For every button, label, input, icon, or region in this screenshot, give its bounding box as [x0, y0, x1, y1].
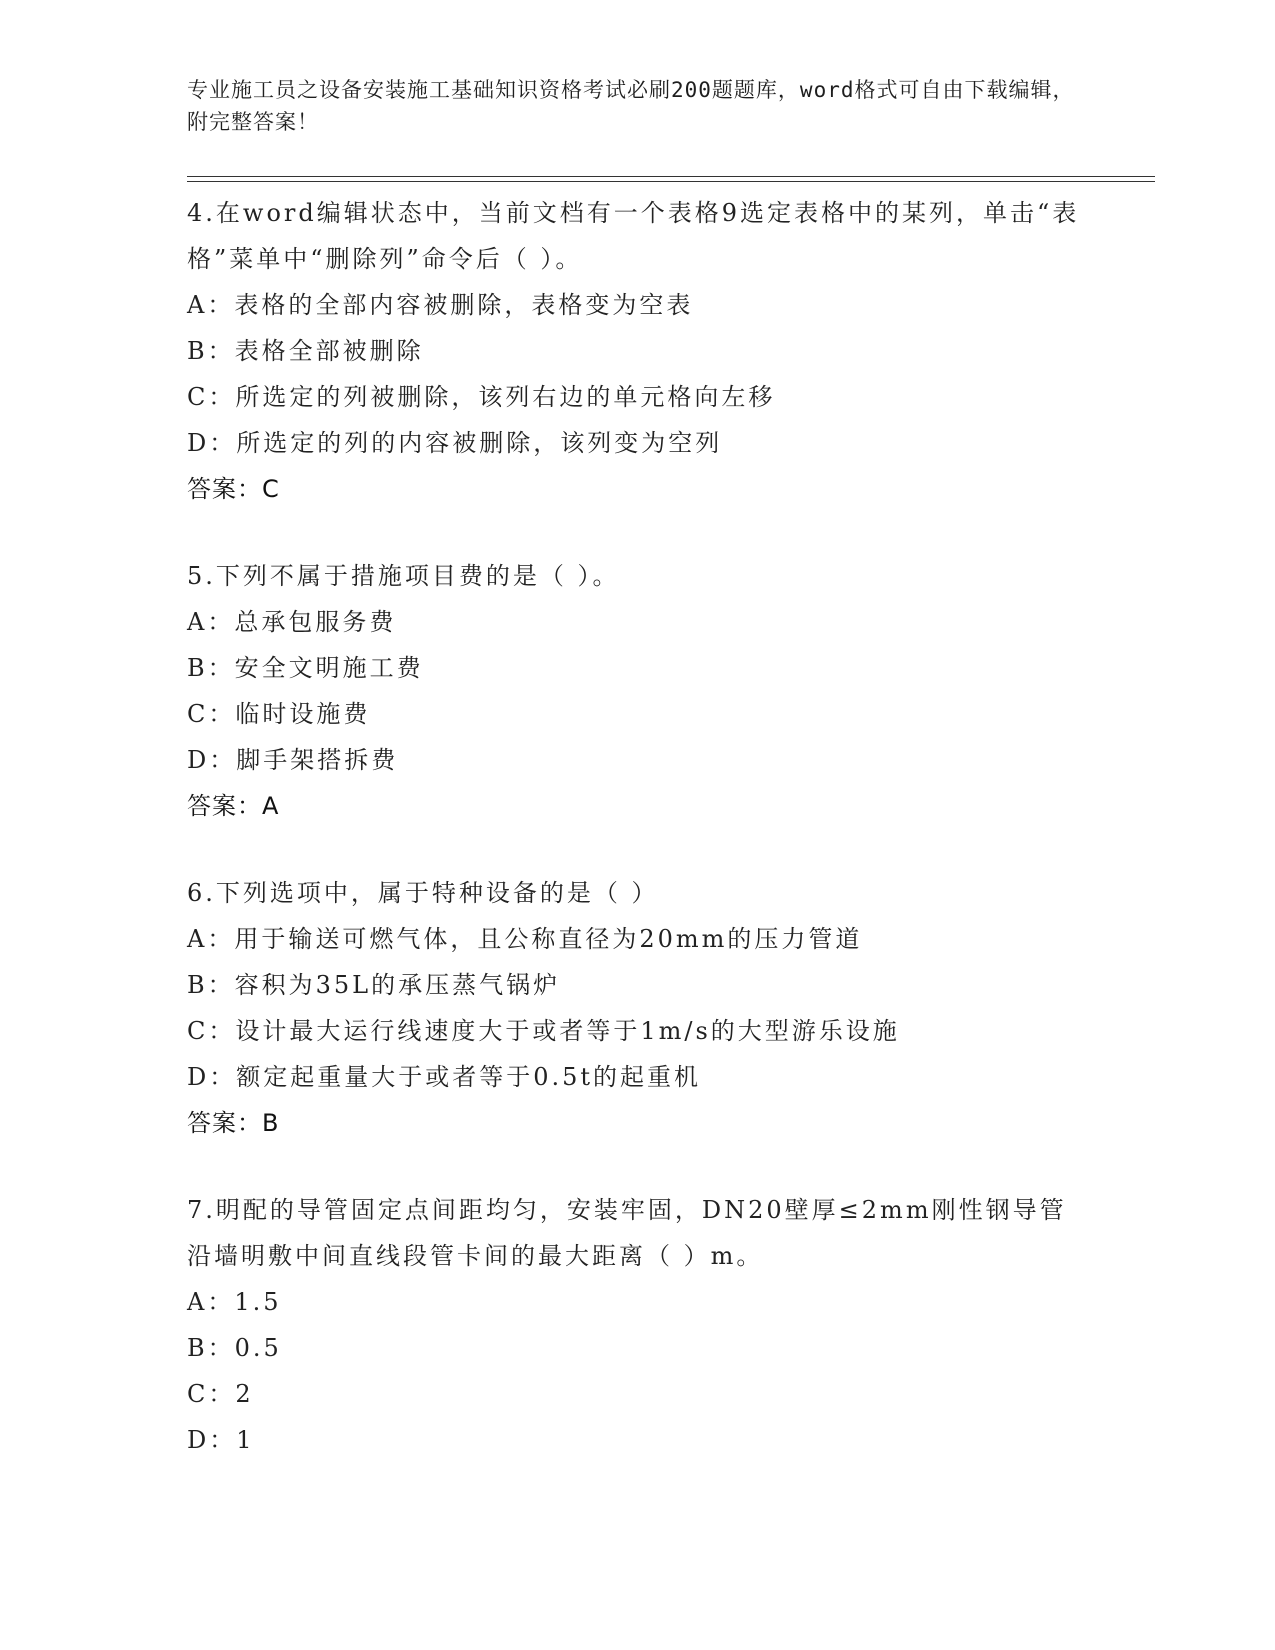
question-stem: 7.明配的导管固定点间距均匀，安装牢固，DN20壁厚≤2mm刚性钢导管沿墙明敷中间直线段管卡间的最大距离（ ）m。 — [187, 1196, 1067, 1270]
option-d: D：额定起重量大于或者等于0.5t的起重机 — [187, 1063, 702, 1091]
option-a: A：1.5 — [187, 1288, 282, 1316]
question-stem: 6.下列选项中，属于特种设备的是（ ） — [187, 879, 659, 907]
question-4 — [187, 190, 1087, 512]
question-list — [187, 190, 1087, 1504]
question-stem: 5.下列不属于措施项目费的是（ ）。 — [187, 562, 620, 590]
header-divider-bottom — [187, 181, 1155, 182]
option-a: A：总承包服务费 — [187, 608, 397, 636]
header-divider-top — [187, 176, 1155, 177]
answer-label: 答案：A — [187, 792, 280, 820]
question-7 — [187, 1187, 1087, 1463]
option-b: B：表格全部被删除 — [187, 337, 424, 365]
answer-label: 答案：C — [187, 475, 280, 503]
option-a: A：用于输送可燃气体，且公称直径为20mm的压力管道 — [187, 925, 863, 953]
option-a: A：表格的全部内容被删除，表格变为空表 — [187, 291, 694, 319]
option-c: C：2 — [187, 1380, 254, 1408]
answer-label: 答案：B — [187, 1109, 280, 1137]
option-d: D：脚手架搭拆费 — [187, 746, 399, 774]
question-5 — [187, 553, 1087, 829]
option-c: C：所选定的列被删除，该列右边的单元格向左移 — [187, 383, 776, 411]
option-b: B：容积为35L的承压蒸气锅炉 — [187, 971, 561, 999]
option-c: C：设计最大运行线速度大于或者等于1m/s的大型游乐设施 — [187, 1017, 900, 1045]
option-b: B：安全文明施工费 — [187, 654, 424, 682]
question-6 — [187, 870, 1087, 1146]
document-header: 专业施工员之设备安装施工基础知识资格考试必刷200题题库，word格式可自由下载编辑，附完整答案！ — [187, 78, 1075, 134]
option-b: B：0.5 — [187, 1334, 282, 1362]
question-stem: 4.在word编辑状态中，当前文档有一个表格9选定表格中的某列，单击“表格”菜单中“删除列”命令后（ ）。 — [187, 199, 1080, 273]
option-c: C：临时设施费 — [187, 700, 371, 728]
option-d: D：所选定的列的内容被删除，该列变为空列 — [187, 429, 723, 457]
option-d: D：1 — [187, 1426, 255, 1454]
